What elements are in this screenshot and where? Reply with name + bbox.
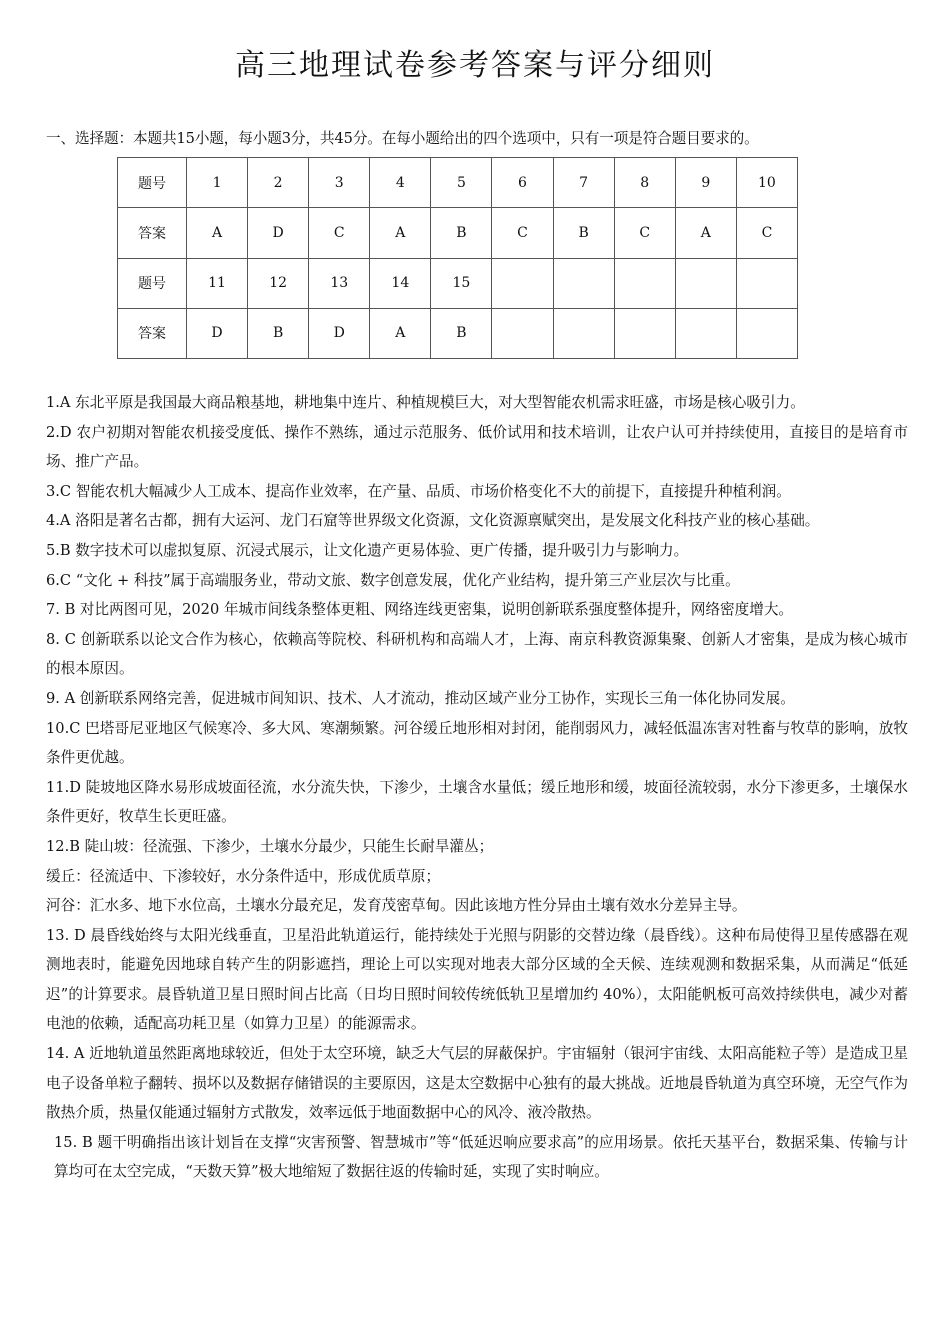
table-cell: C: [309, 208, 370, 258]
row-label: 答案: [118, 308, 187, 358]
table-cell: 7: [553, 158, 614, 208]
table-cell: 3: [309, 158, 370, 208]
row-label: 题号: [118, 158, 187, 208]
explanation-item: 14. A 近地轨道虽然距离地球较近，但处于太空环境，缺乏大气层的屏蔽保护。宇宙辐射（银河宇宙线、太阳高能粒子等）是造成卫星电子设备单粒子翻转、损坏以及数据存储错误的主要原因，这是太空数据中心独有的最大挑战。近地晨昏轨道为真空环境，无空气作为散热介质，热量仅能通过辐射方式散发，效率远低于地面数据中心的风冷、液冷散热。: [46, 1045, 908, 1122]
table-cell: C: [492, 208, 553, 258]
explanation-item: 6.C “文化 + 科技”属于高端服务业，带动文旅、数字创意发展，优化产业结构，提升第三产业层次与比重。: [46, 571, 740, 589]
table-cell: [736, 308, 797, 358]
table-cell: 13: [309, 258, 370, 308]
table-cell: [553, 308, 614, 358]
table-cell: 15: [431, 258, 492, 308]
row-label: 答案: [118, 208, 187, 258]
explanation-item: 4.A 洛阳是著名古都，拥有大运河、龙门石窟等世界级文化资源，文化资源禀赋突出，是发展文化科技产业的核心基础。: [46, 512, 820, 530]
table-cell: 1: [187, 158, 248, 208]
table-cell: [675, 308, 736, 358]
explanation-item: 缓丘：径流适中、下渗较好，水分条件适中，形成优质草原；: [46, 867, 441, 885]
table-cell: A: [187, 208, 248, 258]
table-cell: B: [248, 308, 309, 358]
table-cell: 5: [431, 158, 492, 208]
table-cell: A: [370, 208, 431, 258]
table-cell: 11: [187, 258, 248, 308]
table-cell: [492, 308, 553, 358]
table-cell: A: [370, 308, 431, 358]
table-row: [118, 208, 798, 258]
explanation-item: 9. A 创新联系网络完善，促进城市间知识、技术、人才流动，推动区域产业分工协作，实现长三角一体化协同发展。: [46, 689, 795, 707]
explanation-item: 2.D 农户初期对智能农机接受度低、操作不熟练，通过示范服务、低价试用和技术培训，让农户认可并持续使用，直接目的是培育市场、推广产品。: [46, 423, 908, 471]
table-cell: [614, 258, 675, 308]
table-cell: [553, 258, 614, 308]
table-cell: C: [736, 208, 797, 258]
table-cell: D: [309, 308, 370, 358]
explanation-item: 5.B 数字技术可以虚拟复原、沉浸式展示，让文化遗产更易体验、更广传播，提升吸引力与影响力。: [46, 541, 689, 559]
table-cell: 6: [492, 158, 553, 208]
table-cell: 4: [370, 158, 431, 208]
table-cell: [675, 258, 736, 308]
table-row: [118, 308, 798, 358]
table-cell: D: [187, 308, 248, 358]
table-cell: 2: [248, 158, 309, 208]
page-title: 高三地理试卷参考答案与评分细则: [235, 48, 715, 83]
section-heading: 一、选择题：本题共15小题，每小题3分，共45分。在每小题给出的四个选项中，只有一项是符合题目要求的。: [46, 130, 759, 147]
table-cell: B: [431, 308, 492, 358]
answer-explanations: [46, 388, 908, 1187]
explanation-item: 3.C 智能农机大幅减少人工成本、提高作业效率，在产量、品质、市场价格变化不大的前提下，直接提升种植利润。: [46, 482, 791, 500]
explanation-item: 7. B 对比两图可见，2020 年城市间线条整体更粗、网络连线更密集，说明创新联系强度整体提升，网络密度增大。: [46, 601, 794, 619]
table-cell: 14: [370, 258, 431, 308]
explanation-item: 13. D 晨昏线始终与太阳光线垂直，卫星沿此轨道运行，能持续处于光照与阴影的交替边缘（晨昏线）。这种布局使得卫星传感器在观测地表时，能避免因地球自转产生的阴影遮挡，理论上可以实现对地表大部分区域的全天候、连续观测和数据采集，从而满足“低延迟”的计算要求。晨昏轨道卫星日照时间占比高（日均日照时间较传统低轨卫星增加约 40%），太阳能帆板可高效持续供电，减少对蓄电池的依赖，适配高功耗卫星（如算力卫星）的能源需求。: [46, 926, 908, 1033]
table-row: [118, 158, 798, 208]
table-cell: 8: [614, 158, 675, 208]
table-cell: B: [431, 208, 492, 258]
table-cell: [736, 258, 797, 308]
explanation-item: 15. B 题干明确指出该计划旨在支撑“灾害预警、智慧城市”等“低延迟响应要求高”的应用场景。依托天基平台，数据采集、传输与计算均可在太空完成，“天数天算”极大地缩短了数据往返的传输时延，实现了实时响应。: [54, 1133, 908, 1181]
table-cell: 12: [248, 258, 309, 308]
answer-table: [117, 157, 798, 359]
table-cell: D: [248, 208, 309, 258]
explanation-item: 10.C 巴塔哥尼亚地区气候寒冷、多大风、寒潮频繁。河谷缓丘地形相对封闭，能削弱风力，减轻低温冻害对牲畜与牧草的影响，放牧条件更优越。: [46, 719, 908, 767]
table-cell: [614, 308, 675, 358]
table-cell: A: [675, 208, 736, 258]
table-cell: B: [553, 208, 614, 258]
table-cell: 9: [675, 158, 736, 208]
table-cell: C: [614, 208, 675, 258]
table-cell: [492, 258, 553, 308]
explanation-item: 11.D 陡坡地区降水易形成坡面径流，水分流失快，下渗少，土壤含水量低；缓丘地形和缓，坡面径流较弱，水分下渗更多，土壤保水条件更好，牧草生长更旺盛。: [46, 778, 908, 826]
table-cell: 10: [736, 158, 797, 208]
table-row: [118, 258, 798, 308]
explanation-item: 12.B 陡山坡：径流强、下渗少，土壤水分最少，只能生长耐旱灌丛；: [46, 837, 494, 855]
explanation-item: 河谷：汇水多、地下水位高，土壤水分最充足，发育茂密草甸。因此该地方性分异由土壤有效水分差异主导。: [46, 897, 747, 915]
row-label: 题号: [118, 258, 187, 308]
explanation-item: 8. C 创新联系以论文合作为核心，依赖高等院校、科研机构和高端人才，上海、南京科教资源集聚、创新人才密集，是成为核心城市的根本原因。: [46, 630, 908, 678]
explanation-item: 1.A 东北平原是我国最大商品粮基地，耕地集中连片、种植规模巨大，对大型智能农机需求旺盛，市场是核心吸引力。: [46, 394, 805, 411]
